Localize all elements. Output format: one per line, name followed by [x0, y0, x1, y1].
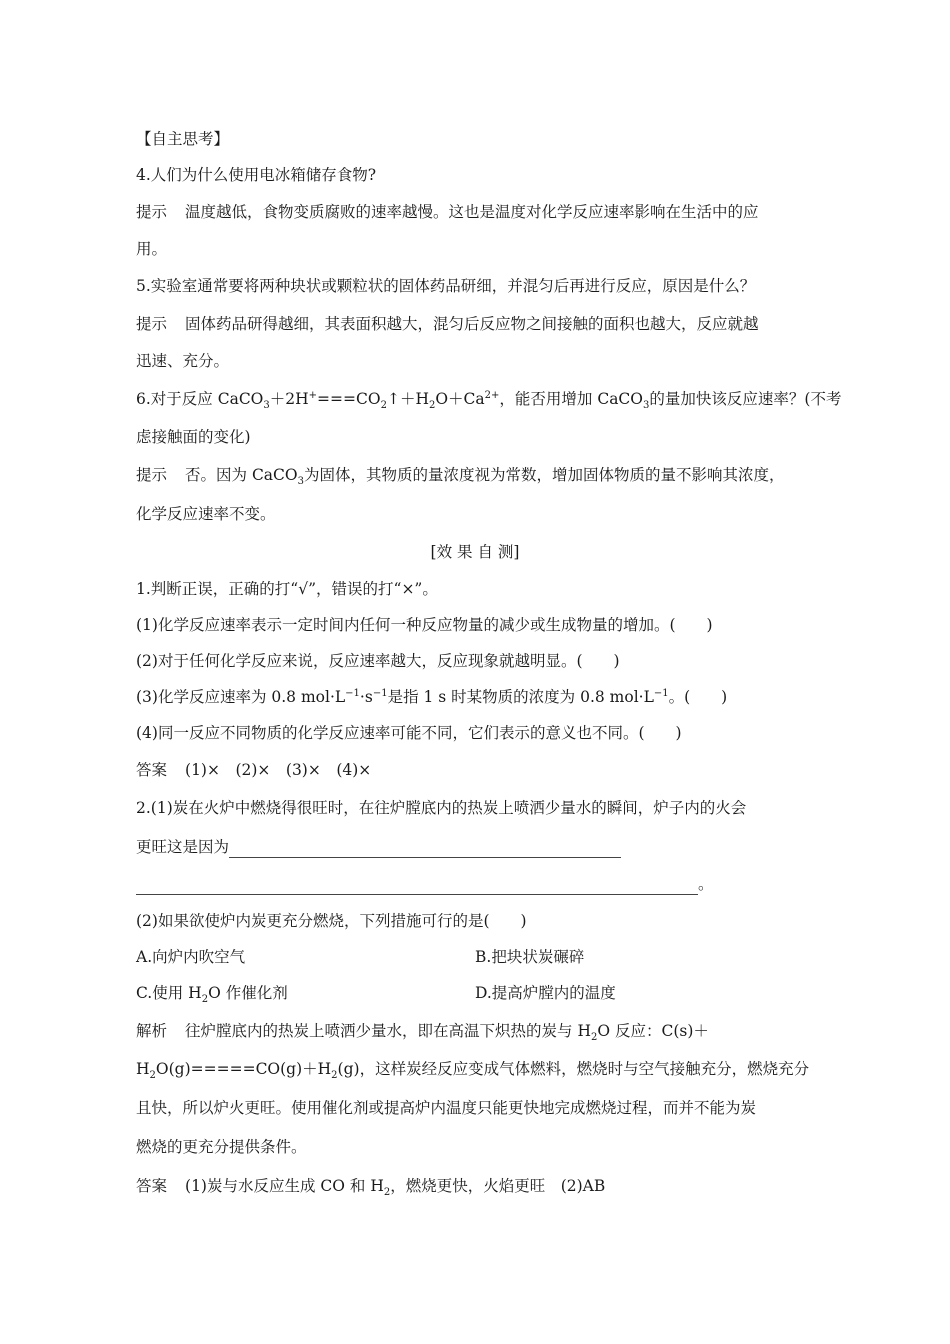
option-b: B.把块状炭碾碎 — [475, 948, 585, 966]
q1-item-2: (2)对于任何化学反应来说，反应速率越大，反应现象就越明显。( ) — [136, 652, 620, 670]
effect-title: [效 果 自 测] — [430, 543, 520, 561]
q2-answer: 答案 (1)炭与水反应生成 CO 和 $H_2$，燃烧更快，火焰更旺 (2)AB — [136, 1177, 606, 1199]
analysis-line4: 燃烧的更充分提供条件。 — [136, 1138, 307, 1156]
option-c: C.使用 $H_2O$ 作催化剂 — [136, 984, 288, 1006]
answer-blank[interactable] — [136, 878, 698, 895]
hint-5-text: 固体药品研得越细，其表面积越大，混匀后反应物之间接触的面积也越大，反应就越 — [185, 315, 759, 333]
q1-stem: 1.判断正误，正确的打“√”，错误的打“×”。 — [136, 580, 438, 598]
hint-5-line1 — [136, 313, 759, 335]
q2-line2: 更旺这是因为 — [136, 836, 621, 858]
hint-5-line2: 迅速、充分。 — [136, 352, 230, 370]
answer-blank[interactable] — [229, 841, 621, 858]
question-6-line1: 6.对于反应 $CaCO_3+2H^+===CO_2↑+H_2O+Ca^{2+}$，能否用增加 CaCO$_3$的量加快该反应速率？(不考 — [136, 389, 842, 412]
analysis-line3: 且快，所以炉火更旺。使用催化剂或提高炉内温度只能更快地完成燃烧过程，而并不能为炭 — [136, 1099, 757, 1117]
answer-label: 答案 — [136, 1177, 168, 1195]
hint-6-line2: 化学反应速率不变。 — [136, 505, 276, 523]
q1-item-4: (4)同一反应不同物质的化学反应速率可能不同，它们表示的意义也不同。( ) — [136, 724, 682, 742]
question-6-line2: 虑接触面的变化) — [136, 428, 251, 446]
hint-6-line1: 提示 否。因为 CaCO$_3$为固体，其物质的量浓度视为常数，增加固体物质的量不影响其浓度， — [136, 466, 785, 488]
q1-item-1: (1)化学反应速率表示一定时间内任何一种反应物量的减少或生成物量的增加。( ) — [136, 616, 713, 634]
analysis-line2: $H_2O(g)=====CO(g)+H_2(g)$，这样炭经反应变成气体燃料，燃烧时与空气接触充分，燃烧充分 — [136, 1060, 810, 1082]
q2-sub2: (2)如果欲使炉内炭更充分燃烧，下列措施可行的是( ) — [136, 912, 527, 930]
q2-line1: 2.(1)炭在火炉中燃烧得很旺时，在往炉膛底内的热炭上喷洒少量水的瞬间，炉子内的火会 — [136, 799, 747, 817]
option-d: D.提高炉膛内的温度 — [475, 984, 616, 1002]
hint-4-line2: 用。 — [136, 240, 168, 258]
question-5: 5.实验室通常要将两种块状或颗粒状的固体药品研细，并混匀后再进行反应，原因是什么？ — [136, 277, 756, 295]
hint-label: 提示 — [136, 315, 168, 333]
analysis-line1: 解析 往炉膛底内的热炭上喷洒少量水，即在高温下炽热的炭与 $H_2O$ 反应：C(s)＋ — [136, 1022, 709, 1044]
analysis-label: 解析 — [136, 1022, 168, 1040]
answer-text: (1)× (2)× (3)× (4)× — [185, 761, 372, 779]
hint-4-text: 温度越低，食物变质腐败的速率越慢。这也是温度对化学反应速率影响在生活中的应 — [185, 203, 759, 221]
q1-answer — [136, 759, 371, 781]
question-4: 4.人们为什么使用电冰箱储存食物? — [136, 166, 377, 184]
option-a: A.向炉内吹空气 — [136, 948, 246, 966]
hint-4-line1 — [136, 201, 759, 223]
section-title: 【自主思考】 — [136, 130, 230, 148]
hint-label: 提示 — [136, 466, 168, 484]
hint-label: 提示 — [136, 203, 168, 221]
q1-item-3: (3)化学反应速率为 0.8 $mol\cdot L^{-1}\cdot s^{-1}$是指 1 s 时某物质的浓度为 0.8 $mol\cdot L^{-1}$。( ) — [136, 687, 728, 706]
answer-label: 答案 — [136, 761, 168, 779]
q2-line3: 。 — [136, 873, 714, 895]
